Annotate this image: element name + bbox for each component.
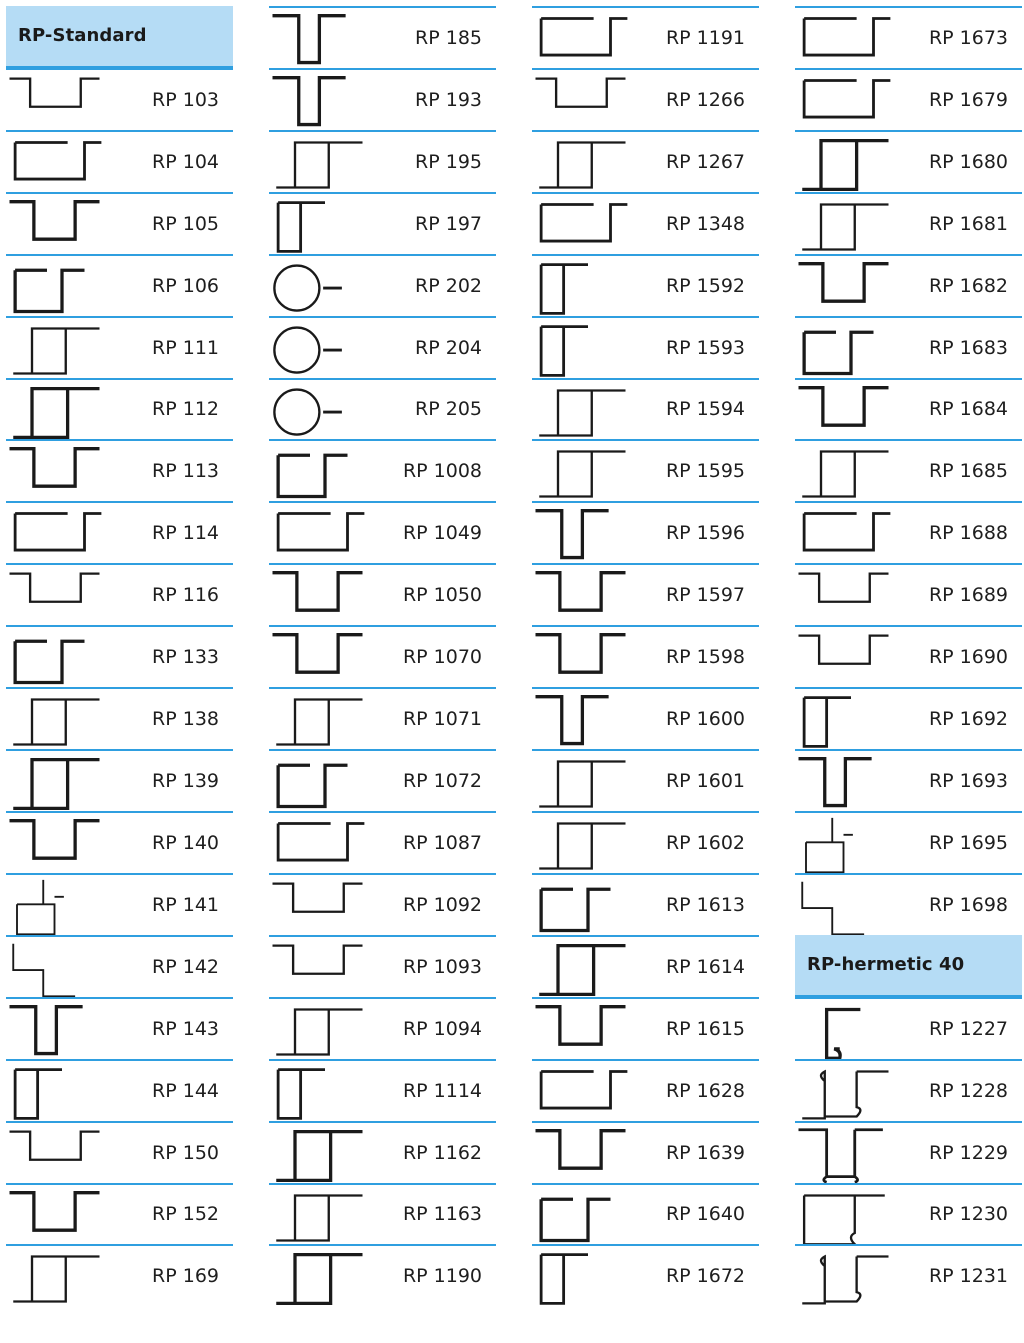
profile-item — [532, 935, 759, 997]
profile-item — [269, 192, 496, 254]
profile-label: RP 1087 — [402, 831, 482, 854]
profile-rh-icon — [269, 754, 381, 814]
profile-label: RP 1163 — [402, 1203, 482, 1226]
profile-label: RP 1680 — [928, 150, 1008, 173]
profile-nr-icon — [6, 1064, 118, 1124]
profile-label: RP 1614 — [665, 955, 745, 978]
profile-nr-icon — [532, 259, 644, 319]
profile-ts-icon — [795, 568, 907, 628]
profile-label: RP 197 — [415, 212, 482, 235]
profile-label: RP 1228 — [928, 1079, 1008, 1102]
profile-label: RP 1050 — [402, 584, 482, 607]
profile-rw-icon — [795, 506, 907, 566]
profile-zb-icon — [269, 1126, 381, 1186]
profile-label: RP 1684 — [928, 398, 1008, 421]
profile-rw-icon — [795, 73, 907, 133]
profile-zs-icon — [532, 754, 644, 814]
profile-item — [6, 625, 233, 687]
profile-tc-icon — [795, 383, 907, 443]
profile-label: RP 1683 — [928, 336, 1008, 359]
profile-tn-icon — [532, 506, 644, 566]
profile-ts-icon — [6, 73, 118, 133]
profile-item — [269, 378, 496, 440]
profile-item — [795, 749, 1022, 811]
profile-hz-icon — [795, 1064, 907, 1124]
profile-item — [532, 749, 759, 811]
profile-item — [6, 1059, 233, 1121]
profile-item — [795, 439, 1022, 501]
profile-label: RP 1594 — [665, 398, 745, 421]
profile-item — [795, 1059, 1022, 1121]
profile-label: RP 144 — [152, 1079, 219, 1102]
profile-item — [269, 439, 496, 501]
profile-label: RP 1093 — [402, 955, 482, 978]
profile-label: RP 1229 — [928, 1141, 1008, 1164]
profile-label: RP 111 — [152, 336, 219, 359]
profile-nr-icon — [532, 1249, 644, 1309]
profile-zs-icon — [532, 816, 644, 876]
profile-item — [795, 1244, 1022, 1306]
profile-item — [269, 563, 496, 625]
profile-tc-icon — [795, 259, 907, 319]
profile-label: RP 1615 — [665, 1017, 745, 1040]
profile-lw-icon — [6, 940, 118, 1000]
profile-rw-icon — [269, 816, 381, 876]
profile-item — [532, 192, 759, 254]
profile-tn-icon — [269, 11, 381, 71]
profile-item — [6, 811, 233, 873]
profile-item — [795, 563, 1022, 625]
profile-label: RP 133 — [152, 646, 219, 669]
profile-tc-icon — [532, 1126, 644, 1186]
profile-zs-icon — [269, 692, 381, 752]
profile-label: RP 1348 — [665, 212, 745, 235]
profile-rh-icon — [6, 630, 118, 690]
profile-item — [6, 873, 233, 935]
profile-rh-icon — [795, 321, 907, 381]
profile-item — [6, 935, 233, 997]
profile-label: RP 1070 — [402, 646, 482, 669]
profile-rh-icon — [269, 444, 381, 504]
profile-label: RP 1672 — [665, 1265, 745, 1288]
profile-item — [532, 997, 759, 1059]
profile-item — [795, 1183, 1022, 1245]
profile-item — [795, 6, 1022, 68]
profile-item — [532, 254, 759, 316]
profile-label: RP 1597 — [665, 584, 745, 607]
profile-label: RP 150 — [152, 1141, 219, 1164]
section-title: RP-Standard — [18, 25, 147, 47]
profile-label: RP 1640 — [665, 1203, 745, 1226]
profile-label: RP 1679 — [928, 88, 1008, 111]
section-header — [795, 935, 1022, 997]
profile-zs-icon — [269, 1002, 381, 1062]
profile-item — [269, 68, 496, 130]
profile-item — [269, 254, 496, 316]
profile-item — [269, 501, 496, 563]
profile-label: RP 1596 — [665, 522, 745, 545]
profile-cr-icon — [6, 878, 118, 938]
profile-ts-icon — [269, 878, 381, 938]
profile-tc-icon — [532, 630, 644, 690]
profile-tn-icon — [269, 73, 381, 133]
profile-item — [532, 439, 759, 501]
profile-label: RP 169 — [152, 1265, 219, 1288]
profile-item — [795, 687, 1022, 749]
profile-zs-icon — [532, 135, 644, 195]
profile-label: RP 1695 — [928, 831, 1008, 854]
profile-label: RP 202 — [415, 274, 482, 297]
profile-item — [6, 1244, 233, 1306]
profile-item — [6, 687, 233, 749]
profile-tc-icon — [6, 1188, 118, 1248]
profile-item — [795, 68, 1022, 130]
profile-label: RP 1689 — [928, 584, 1008, 607]
profile-item — [532, 1059, 759, 1121]
profile-ci-icon — [269, 259, 381, 319]
profile-label: RP 139 — [152, 770, 219, 793]
profile-item — [269, 1183, 496, 1245]
profile-zs-icon — [6, 692, 118, 752]
profile-ci-icon — [269, 321, 381, 381]
profile-ts-icon — [6, 568, 118, 628]
profile-tc-icon — [269, 630, 381, 690]
profile-label: RP 1682 — [928, 274, 1008, 297]
profile-label: RP 1628 — [665, 1079, 745, 1102]
profile-rw-icon — [269, 506, 381, 566]
profile-label: RP 195 — [415, 150, 482, 173]
profile-label: RP 1227 — [928, 1017, 1008, 1040]
profile-label: RP 1592 — [665, 274, 745, 297]
profile-item — [269, 6, 496, 68]
profile-label: RP 204 — [415, 336, 482, 359]
profile-zb-icon — [269, 1249, 381, 1309]
profile-item — [269, 935, 496, 997]
profile-tn-icon — [532, 692, 644, 752]
profile-hz-icon — [795, 1249, 907, 1309]
profile-item — [6, 749, 233, 811]
profile-zb-icon — [6, 383, 118, 443]
profile-item — [532, 378, 759, 440]
profile-item — [795, 625, 1022, 687]
profile-column-4 — [795, 6, 1022, 1306]
profile-item — [6, 997, 233, 1059]
section-header — [6, 6, 233, 68]
profile-item — [532, 811, 759, 873]
profile-label: RP 193 — [415, 88, 482, 111]
profile-label: RP 1191 — [665, 26, 745, 49]
profile-label: RP 143 — [152, 1017, 219, 1040]
profile-item — [795, 378, 1022, 440]
profile-rw-icon — [532, 1064, 644, 1124]
profile-item — [6, 68, 233, 130]
profile-tc-icon — [6, 816, 118, 876]
profile-ts-icon — [795, 630, 907, 690]
profile-item — [6, 192, 233, 254]
profile-item — [269, 749, 496, 811]
profile-item — [6, 563, 233, 625]
profile-rw-icon — [532, 11, 644, 71]
profile-label: RP 205 — [415, 398, 482, 421]
profile-nr-icon — [795, 692, 907, 752]
profile-label: RP 116 — [152, 584, 219, 607]
profile-label: RP 1692 — [928, 708, 1008, 731]
profile-item — [6, 1183, 233, 1245]
profile-label: RP 141 — [152, 893, 219, 916]
profile-label: RP 1114 — [402, 1079, 482, 1102]
profile-rh-icon — [532, 878, 644, 938]
profile-label: RP 103 — [152, 88, 219, 111]
profile-item — [795, 130, 1022, 192]
profile-label: RP 1094 — [402, 1017, 482, 1040]
profile-nr-icon — [269, 197, 381, 257]
profile-rw-icon — [6, 135, 118, 195]
profile-label: RP 1681 — [928, 212, 1008, 235]
section-title: RP-hermetic 40 — [807, 954, 965, 976]
profile-item — [6, 378, 233, 440]
profile-item — [6, 501, 233, 563]
profile-zb-icon — [795, 135, 907, 195]
profile-label: RP 1600 — [665, 708, 745, 731]
profile-label: RP 1266 — [665, 88, 745, 111]
profile-zs-icon — [795, 197, 907, 257]
profile-zs-icon — [795, 444, 907, 504]
profile-label: RP 1601 — [665, 770, 745, 793]
profile-item — [532, 1244, 759, 1306]
profile-tn-icon — [795, 754, 907, 814]
profile-item — [269, 130, 496, 192]
profile-label: RP 140 — [152, 831, 219, 854]
profile-label: RP 1190 — [402, 1265, 482, 1288]
profile-rw-icon — [795, 11, 907, 71]
profile-label: RP 1639 — [665, 1141, 745, 1164]
profile-ts-icon — [532, 73, 644, 133]
profile-zs-icon — [6, 1249, 118, 1309]
profile-label: RP 106 — [152, 274, 219, 297]
profile-tc-icon — [269, 568, 381, 628]
profile-hi-icon — [795, 1126, 907, 1186]
profile-item — [795, 997, 1022, 1059]
profile-column-1 — [6, 6, 233, 1306]
profile-label: RP 1071 — [402, 708, 482, 731]
profile-label: RP 1673 — [928, 26, 1008, 49]
profile-label: RP 1072 — [402, 770, 482, 793]
profile-hr-icon — [795, 1188, 907, 1248]
profile-rh-icon — [532, 1188, 644, 1248]
profile-item — [269, 1121, 496, 1183]
profile-lw-icon — [795, 878, 907, 938]
profile-rw-icon — [6, 506, 118, 566]
profile-tn-icon — [6, 1002, 118, 1062]
profile-item — [6, 254, 233, 316]
profile-label: RP 1602 — [665, 831, 745, 854]
profile-hc-icon — [795, 1002, 907, 1062]
profile-tc-icon — [6, 444, 118, 504]
profile-rw-icon — [532, 197, 644, 257]
profile-item — [6, 439, 233, 501]
profile-item — [269, 1244, 496, 1306]
profile-item — [269, 811, 496, 873]
profile-item — [795, 873, 1022, 935]
profile-label: RP 1698 — [928, 893, 1008, 916]
profile-label: RP 1688 — [928, 522, 1008, 545]
profile-nr-icon — [269, 1064, 381, 1124]
profile-tc-icon — [532, 568, 644, 628]
profile-zs-icon — [269, 1188, 381, 1248]
profile-label: RP 142 — [152, 955, 219, 978]
profile-zs-icon — [532, 383, 644, 443]
profile-label: RP 152 — [152, 1203, 219, 1226]
profile-label: RP 113 — [152, 460, 219, 483]
profile-label: RP 1092 — [402, 893, 482, 916]
profile-item — [532, 1183, 759, 1245]
profile-item — [532, 687, 759, 749]
profile-item — [795, 1121, 1022, 1183]
profile-ts-icon — [269, 940, 381, 1000]
profile-item — [532, 6, 759, 68]
profile-zs-icon — [532, 444, 644, 504]
profile-zb-icon — [6, 754, 118, 814]
profile-label: RP 1230 — [928, 1203, 1008, 1226]
profile-nr-icon — [532, 321, 644, 381]
profile-item — [6, 1121, 233, 1183]
profile-ts-icon — [6, 1126, 118, 1186]
profile-label: RP 1685 — [928, 460, 1008, 483]
profile-label: RP 185 — [415, 26, 482, 49]
profile-item — [795, 501, 1022, 563]
profile-label: RP 1690 — [928, 646, 1008, 669]
profile-zs-icon — [6, 321, 118, 381]
profile-item — [269, 1059, 496, 1121]
profile-label: RP 1593 — [665, 336, 745, 359]
profile-item — [269, 316, 496, 378]
profile-zs-icon — [269, 135, 381, 195]
profile-item — [532, 130, 759, 192]
profile-label: RP 105 — [152, 212, 219, 235]
profile-item — [269, 873, 496, 935]
profile-item — [795, 254, 1022, 316]
profile-label: RP 1231 — [928, 1265, 1008, 1288]
profile-label: RP 1008 — [402, 460, 482, 483]
profile-item — [532, 873, 759, 935]
profile-label: RP 1267 — [665, 150, 745, 173]
profile-column-3 — [532, 6, 759, 1306]
profile-item — [795, 811, 1022, 873]
profile-label: RP 138 — [152, 708, 219, 731]
profile-label: RP 1693 — [928, 770, 1008, 793]
profile-item — [532, 68, 759, 130]
profile-item — [532, 501, 759, 563]
profile-item — [6, 130, 233, 192]
profile-item — [6, 316, 233, 378]
profile-zb-icon — [532, 940, 644, 1000]
profile-label: RP 1613 — [665, 893, 745, 916]
profile-label: RP 1162 — [402, 1141, 482, 1164]
profile-item — [532, 625, 759, 687]
profile-label: RP 104 — [152, 150, 219, 173]
profile-label: RP 112 — [152, 398, 219, 421]
profile-item — [269, 625, 496, 687]
profile-tc-icon — [6, 197, 118, 257]
profile-label: RP 1049 — [402, 522, 482, 545]
profile-label: RP 1598 — [665, 646, 745, 669]
profile-column-2 — [269, 6, 496, 1306]
profile-rh-icon — [6, 259, 118, 319]
profile-item — [795, 192, 1022, 254]
profile-cr-icon — [795, 816, 907, 876]
profile-item — [532, 1121, 759, 1183]
profile-label: RP 114 — [152, 522, 219, 545]
profile-label: RP 1595 — [665, 460, 745, 483]
profile-ci-icon — [269, 383, 381, 443]
profile-item — [532, 563, 759, 625]
profile-item — [532, 316, 759, 378]
profile-tc-icon — [532, 1002, 644, 1062]
profile-item — [795, 316, 1022, 378]
profile-item — [269, 687, 496, 749]
profile-item — [269, 997, 496, 1059]
